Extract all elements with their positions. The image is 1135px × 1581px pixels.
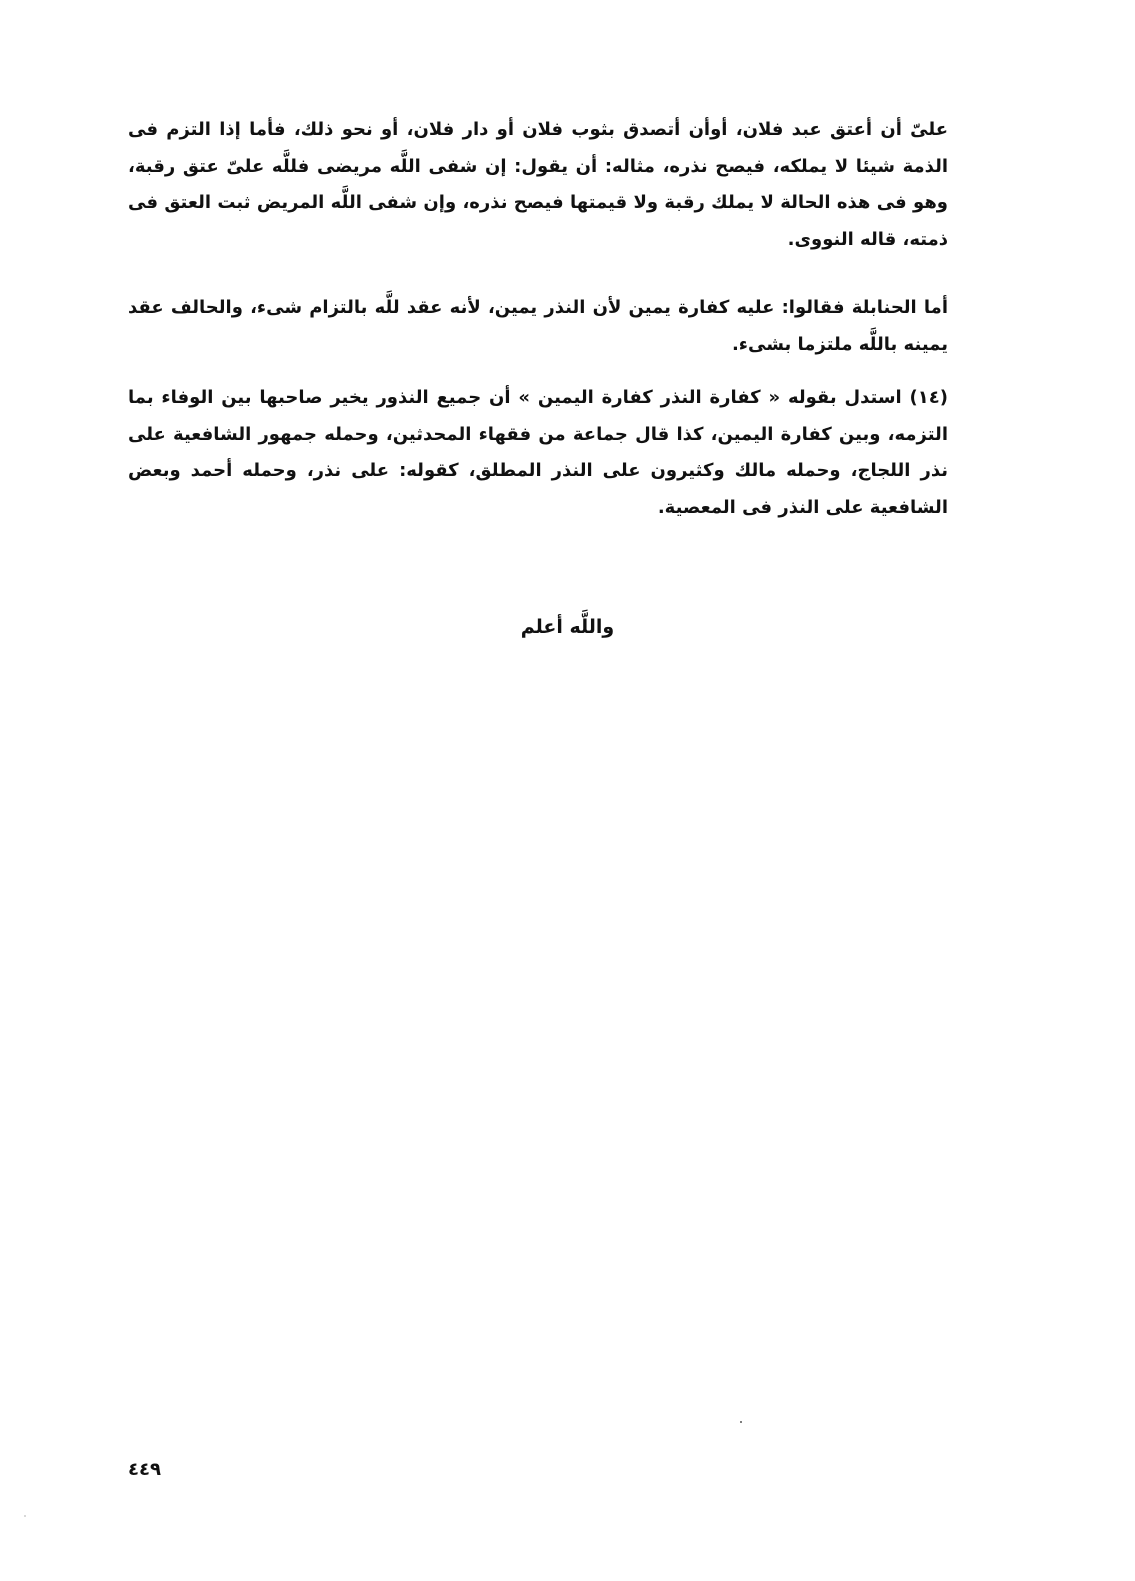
body-paragraph-1: علىّ أن أعتق عبد فلان، أوأن أتصدق بثوب فلان أو دار فلان، أو نحو ذلك، فأما إذا التزم فى الذمة شيئا لا يملكه، فيصح نذره، مثاله: أن يقول: إن شفى اللَّه مريضى فللَّه علىّ عتق رقبة، وهو فى هذه الحالة لا يملك رقبة ولا قيمتها فيصح نذره، وإن شفى اللَّه المريض ثبت العتق فى ذمته، قاله النووى. [128, 119, 948, 250]
closing-phrase: واللَّه أعلم [520, 616, 615, 638]
page-number: ٤٤٩ [128, 1459, 161, 1480]
footnote-paragraph-14: (١٤) استدل بقوله « كفارة النذر كفارة اليمين » أن جميع النذور يخير صاحبها بين الوفاء بما التزمه، وبين كفارة اليمين، كذا قال جماعة من فقهاء المحدثين، وحمله جمهور الشافعية على نذر اللجاج، وحمله مالك وكثيرون على النذر المطلق، كقوله: على نذر، وحمله أحمد وبعض الشافعية على النذر فى المعصية. [128, 387, 948, 518]
scan-speck [24, 1515, 26, 1517]
scan-speck [740, 1421, 742, 1423]
body-paragraph-2: أما الحنابلة فقالوا: عليه كفارة يمين لأن النذر يمين، لأنه عقد للَّه بالتزام شىء، والحالف عقد يمينه باللَّه ملتزما بشىء. [128, 297, 948, 355]
